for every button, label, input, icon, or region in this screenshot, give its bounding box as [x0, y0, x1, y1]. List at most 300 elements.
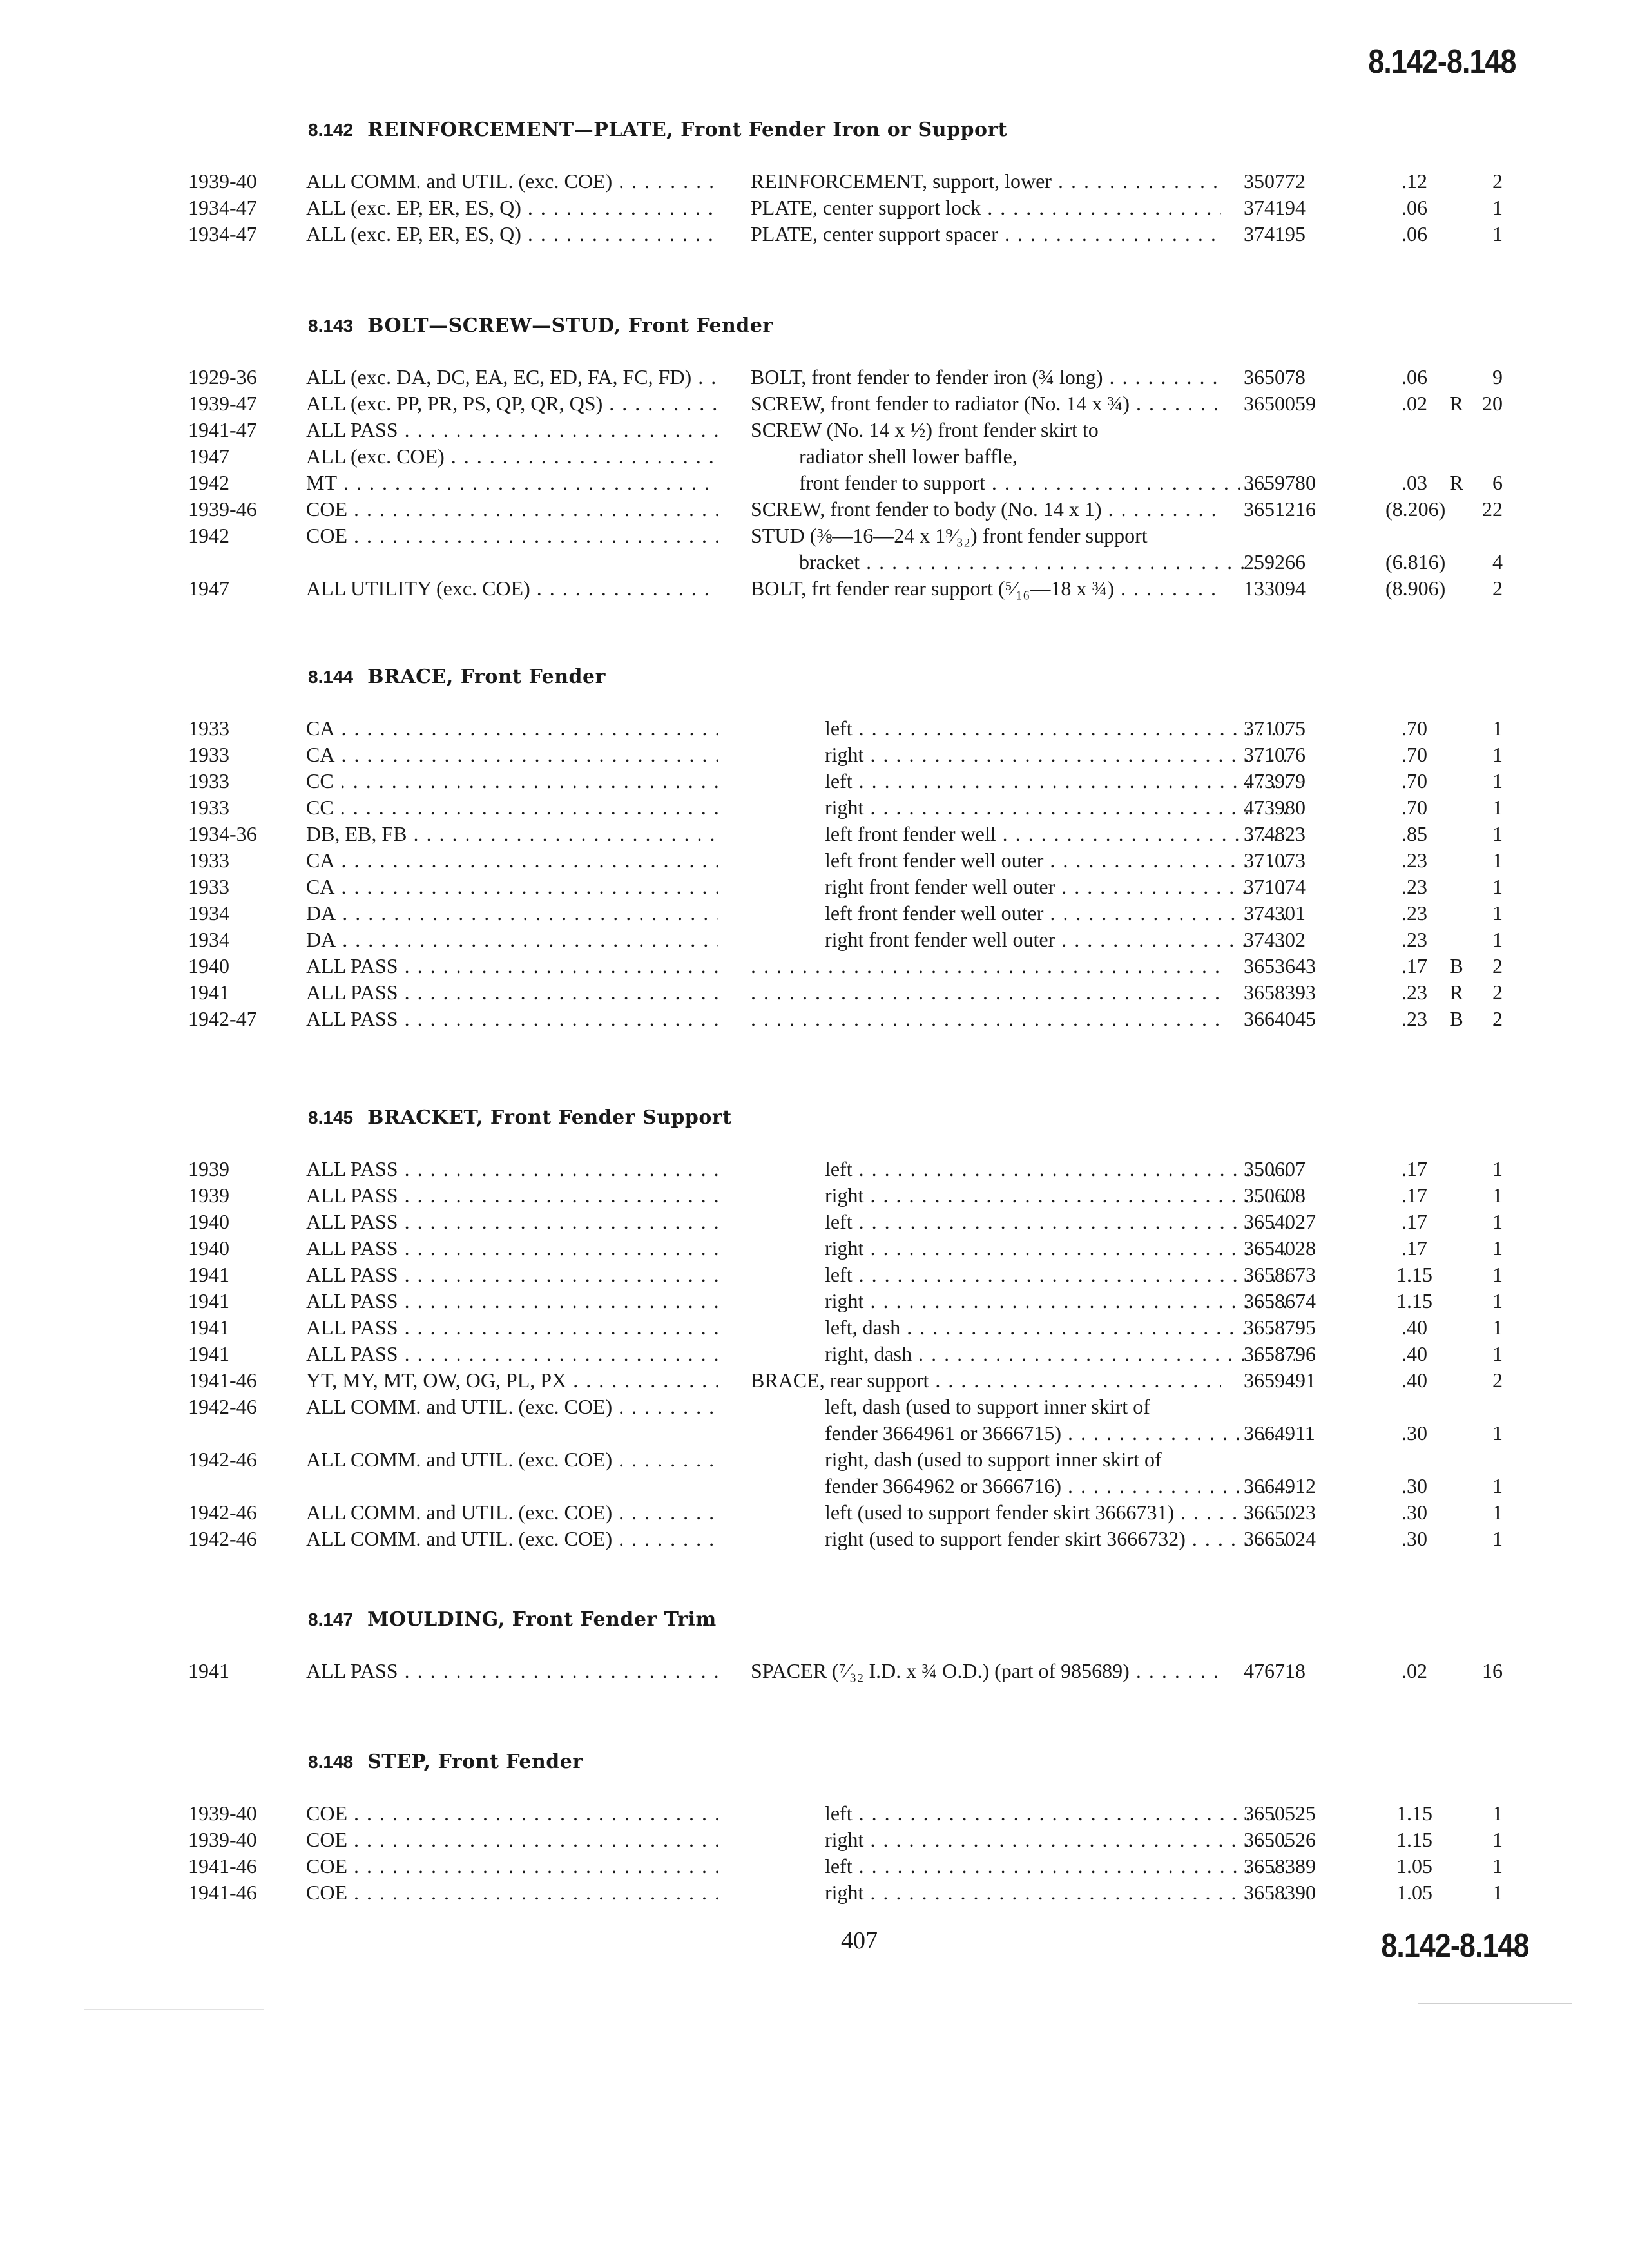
table-row: [0, 874, 1629, 900]
list-price: .03: [1402, 471, 1427, 494]
list-price: .70: [1402, 796, 1427, 819]
scan-artifact: [1418, 2003, 1572, 2004]
part-number: 350608: [1244, 1184, 1306, 1207]
table-row: [0, 1473, 1629, 1499]
list-price: .40: [1402, 1369, 1427, 1392]
model-year: 1939-47: [188, 392, 257, 415]
table-row: [0, 927, 1629, 953]
table-row: [0, 847, 1629, 874]
model-year: 1939-40: [188, 169, 257, 193]
vehicle-model: CC . . .: [306, 794, 718, 821]
quantity: 1: [1492, 1421, 1503, 1445]
quantity: 1: [1492, 1263, 1503, 1286]
quantity: 2: [1492, 1007, 1503, 1030]
list-price: (8.206): [1385, 497, 1446, 521]
quantity: 2: [1492, 1369, 1503, 1392]
list-price: .23: [1402, 875, 1427, 898]
list-price: .06: [1402, 196, 1427, 219]
part-description: REINFORCEMENT, support, lower . . .: [751, 168, 1221, 195]
vehicle-model: ALL PASS . . .: [306, 1235, 718, 1262]
list-price: .02: [1402, 392, 1427, 415]
part-number: 3653643: [1244, 954, 1316, 977]
model-year: 1947: [188, 445, 229, 468]
price-code: R: [1449, 392, 1463, 415]
model-year: 1941-46: [188, 1369, 257, 1392]
vehicle-model: ALL PASS . . .: [306, 1341, 718, 1367]
part-number: 476718: [1244, 1659, 1306, 1682]
vehicle-model: COE . . .: [306, 1800, 718, 1827]
parts-table: [0, 1658, 1629, 1684]
section-title: BOLT—SCREW—STUD, Front Fender: [367, 314, 773, 337]
part-number: 3650526: [1244, 1828, 1316, 1851]
table-row: [0, 742, 1629, 768]
model-year: 1939-40: [188, 1802, 257, 1825]
part-description: SPACER (⁷⁄₃₂ I.D. x ¾ O.D.) (part of 985689) . . .: [751, 1658, 1221, 1684]
list-price: 1.15: [1396, 1828, 1432, 1851]
vehicle-model: ALL (exc. EP, ER, ES, Q) . . .: [306, 195, 718, 221]
list-price: .70: [1402, 743, 1427, 766]
table-row: [0, 794, 1629, 821]
table-row: [0, 900, 1629, 927]
quantity: 16: [1482, 1659, 1503, 1682]
part-number: 3664045: [1244, 1007, 1316, 1030]
list-price: .17: [1402, 1157, 1427, 1180]
quantity: 1: [1492, 1157, 1503, 1180]
part-number: 374195: [1244, 222, 1306, 245]
list-price: .30: [1402, 1421, 1427, 1445]
list-price: .06: [1402, 365, 1427, 389]
part-description: [751, 1006, 1221, 1032]
part-description: fender 3664962 or 3666716) . . .: [825, 1473, 1295, 1499]
quantity: 1: [1492, 1342, 1503, 1365]
list-price: .02: [1402, 1659, 1427, 1682]
part-number: 371075: [1244, 716, 1306, 740]
part-description: left, dash (used to support inner skirt of: [825, 1395, 1150, 1418]
vehicle-model: COE . . .: [306, 1853, 718, 1879]
model-year: 1933: [188, 743, 229, 766]
part-number: 365078: [1244, 365, 1306, 389]
quantity: 1: [1492, 928, 1503, 951]
section-heading: [308, 1608, 717, 1631]
list-price: .17: [1402, 1210, 1427, 1233]
vehicle-model: ALL PASS . . .: [306, 1658, 718, 1684]
part-number: 3658393: [1244, 981, 1316, 1004]
model-year: 1933: [188, 849, 229, 872]
vehicle-model: CA . . .: [306, 874, 718, 900]
section-number: 8.145: [308, 1108, 354, 1128]
part-number: 374194: [1244, 196, 1306, 219]
part-description: left front fender well outer . . .: [825, 847, 1295, 874]
price-code: B: [1449, 1007, 1463, 1030]
table-row: [0, 1853, 1629, 1879]
part-description: BOLT, front fender to fender iron (¾ long) . . .: [751, 364, 1221, 390]
vehicle-model: COE . . .: [306, 1827, 718, 1853]
quantity: 1: [1492, 1854, 1503, 1878]
vehicle-model: ALL (exc. COE) . . .: [306, 443, 718, 470]
list-price: .40: [1402, 1316, 1427, 1339]
part-number: 371074: [1244, 875, 1306, 898]
vehicle-model: CA . . .: [306, 847, 718, 874]
list-price: 1.05: [1396, 1854, 1432, 1878]
part-number: 374301: [1244, 901, 1306, 925]
part-description: BOLT, frt fender rear support (⁵⁄₁₆—18 x ¾) . . .: [751, 575, 1221, 602]
table-row: [0, 1288, 1629, 1314]
table-row: [0, 523, 1629, 549]
part-description: left . . .: [825, 1853, 1295, 1879]
quantity: 1: [1492, 1316, 1503, 1339]
quantity: 2: [1492, 981, 1503, 1004]
list-price: (6.816): [1385, 550, 1446, 573]
vehicle-model: ALL COMM. and UTIL. (exc. COE) . . .: [306, 1526, 718, 1552]
vehicle-model: ALL UTILITY (exc. COE) . . .: [306, 575, 718, 602]
quantity: 1: [1492, 716, 1503, 740]
model-year: 1942: [188, 524, 229, 547]
section-heading: [308, 118, 1007, 142]
part-description: STUD (⅜—16—24 x 1⁹⁄₃₂) front fender support: [751, 524, 1148, 547]
part-number: 3658389: [1244, 1854, 1316, 1878]
quantity: 6: [1492, 471, 1503, 494]
model-year: 1942-46: [188, 1501, 257, 1524]
vehicle-model: CC . . .: [306, 768, 718, 794]
table-row: [0, 417, 1629, 443]
table-row: [0, 195, 1629, 221]
part-description: right . . .: [825, 1235, 1295, 1262]
model-year: 1942: [188, 471, 229, 494]
vehicle-model: ALL PASS . . .: [306, 979, 718, 1006]
quantity: 4: [1492, 550, 1503, 573]
table-row: [0, 1499, 1629, 1526]
model-year: 1933: [188, 716, 229, 740]
section-number: 8.143: [308, 316, 354, 336]
price-code: R: [1449, 981, 1463, 1004]
table-row: [0, 390, 1629, 417]
part-number: 133094: [1244, 577, 1306, 600]
table-row: [0, 1420, 1629, 1446]
parts-table: [0, 168, 1629, 247]
list-price: .70: [1402, 716, 1427, 740]
table-row: [0, 470, 1629, 496]
model-year: 1934: [188, 928, 229, 951]
part-description: right front fender well outer . . .: [825, 927, 1295, 953]
model-year: 1939-40: [188, 1828, 257, 1851]
part-description: PLATE, center support spacer . . .: [751, 221, 1221, 247]
model-year: 1939: [188, 1157, 229, 1180]
section-title: STEP, Front Fender: [367, 1751, 583, 1773]
model-year: 1940: [188, 1236, 229, 1260]
table-row: [0, 1341, 1629, 1367]
vehicle-model: ALL (exc. DA, DC, EA, EC, ED, FA, FC, FD) . . .: [306, 364, 718, 390]
list-price: .23: [1402, 901, 1427, 925]
section-title: MOULDING, Front Fender Trim: [367, 1608, 717, 1631]
model-year: 1942-47: [188, 1007, 257, 1030]
table-row: [0, 1209, 1629, 1235]
table-row: [0, 1182, 1629, 1209]
list-price: .85: [1402, 822, 1427, 845]
part-number: 259266: [1244, 550, 1306, 573]
part-number: 3658796: [1244, 1342, 1316, 1365]
part-description: PLATE, center support lock . . .: [751, 195, 1221, 221]
part-description: right . . .: [825, 1879, 1295, 1906]
section-number: 8.147: [308, 1610, 354, 1629]
table-row: [0, 168, 1629, 195]
part-description: left . . .: [825, 1262, 1295, 1288]
model-year: 1941: [188, 981, 229, 1004]
section-heading: [308, 314, 773, 338]
section-title: REINFORCEMENT—PLATE, Front Fender Iron or Support: [367, 119, 1008, 141]
parts-table: [0, 1156, 1629, 1552]
section-number: 8.142: [308, 120, 354, 140]
parts-table: [0, 364, 1629, 602]
table-row: [0, 1879, 1629, 1906]
list-price: .06: [1402, 222, 1427, 245]
vehicle-model: ALL PASS . . .: [306, 1314, 718, 1341]
part-number: 3654027: [1244, 1210, 1316, 1233]
part-description: bracket . . .: [799, 549, 1269, 575]
part-description: right (used to support fender skirt 3666732) . . .: [825, 1526, 1295, 1552]
table-row: [0, 1262, 1629, 1288]
part-number: 473980: [1244, 796, 1306, 819]
part-number: 3650525: [1244, 1802, 1316, 1825]
vehicle-model: ALL COMM. and UTIL. (exc. COE) . . .: [306, 1499, 718, 1526]
quantity: 1: [1492, 1289, 1503, 1312]
part-number: 3658673: [1244, 1263, 1316, 1286]
part-number: 371073: [1244, 849, 1306, 872]
model-year: 1941-46: [188, 1854, 257, 1878]
quantity: 1: [1492, 901, 1503, 925]
part-description: right, dash (used to support inner skirt of: [825, 1448, 1162, 1471]
part-number: 3650059: [1244, 392, 1316, 415]
list-price: 1.15: [1396, 1802, 1432, 1825]
part-number: 3664912: [1244, 1474, 1316, 1497]
vehicle-model: ALL COMM. and UTIL. (exc. COE) . . .: [306, 1394, 718, 1420]
part-description: left (used to support fender skirt 3666731) . . .: [825, 1499, 1295, 1526]
quantity: 1: [1492, 1527, 1503, 1550]
table-row: [0, 1827, 1629, 1853]
quantity: 1: [1492, 796, 1503, 819]
table-row: [0, 1156, 1629, 1182]
table-row: [0, 768, 1629, 794]
table-row: [0, 953, 1629, 979]
model-year: 1941-46: [188, 1881, 257, 1904]
scan-artifact: [84, 2009, 264, 2010]
part-number: 350772: [1244, 169, 1306, 193]
list-price: .23: [1402, 1007, 1427, 1030]
list-price: .70: [1402, 769, 1427, 793]
model-year: 1934-47: [188, 222, 257, 245]
quantity: 1: [1492, 1210, 1503, 1233]
part-description: left . . .: [825, 768, 1295, 794]
list-price: .23: [1402, 928, 1427, 951]
price-code: R: [1449, 471, 1463, 494]
part-description: right . . .: [825, 1288, 1295, 1314]
part-number: 3659491: [1244, 1369, 1316, 1392]
table-row: [0, 1526, 1629, 1552]
part-description: [751, 979, 1221, 1006]
vehicle-model: ALL PASS . . .: [306, 953, 718, 979]
list-price: .17: [1402, 1184, 1427, 1207]
part-description: left . . .: [825, 715, 1295, 742]
section-heading: [308, 1750, 583, 1774]
model-year: 1947: [188, 577, 229, 600]
quantity: 1: [1492, 222, 1503, 245]
model-year: 1941: [188, 1342, 229, 1365]
vehicle-model: DA . . .: [306, 900, 718, 927]
vehicle-model: DB, EB, FB . . .: [306, 821, 718, 847]
list-price: .23: [1402, 849, 1427, 872]
vehicle-model: COE . . .: [306, 496, 718, 523]
part-description: left front fender well . . .: [825, 821, 1295, 847]
model-year: 1933: [188, 875, 229, 898]
list-price: 1.15: [1396, 1289, 1432, 1312]
table-row: [0, 221, 1629, 247]
list-price: .23: [1402, 981, 1427, 1004]
vehicle-model: ALL COMM. and UTIL. (exc. COE) . . .: [306, 168, 718, 195]
model-year: 1934: [188, 901, 229, 925]
quantity: 1: [1492, 1802, 1503, 1825]
vehicle-model: YT, MY, MT, OW, OG, PL, PX . . .: [306, 1367, 718, 1394]
part-description: right . . .: [825, 1827, 1295, 1853]
part-number: 371076: [1244, 743, 1306, 766]
section-range-header: 8.142-8.148: [1368, 43, 1516, 81]
model-year: 1942-46: [188, 1448, 257, 1471]
quantity: 1: [1492, 1881, 1503, 1904]
vehicle-model: DA . . .: [306, 927, 718, 953]
table-row: [0, 575, 1629, 602]
quantity: 1: [1492, 1474, 1503, 1497]
vehicle-model: ALL PASS . . .: [306, 1156, 718, 1182]
list-price: .17: [1402, 954, 1427, 977]
section-heading: [308, 665, 606, 689]
vehicle-model: ALL (exc. EP, ER, ES, Q) . . .: [306, 221, 718, 247]
quantity: 1: [1492, 849, 1503, 872]
quantity: 1: [1492, 875, 1503, 898]
part-description: front fender to support . . .: [799, 470, 1269, 496]
part-description: left . . .: [825, 1209, 1295, 1235]
list-price: 1.05: [1396, 1881, 1432, 1904]
model-year: 1929-36: [188, 365, 257, 389]
quantity: 2: [1492, 954, 1503, 977]
quantity: 20: [1482, 392, 1503, 415]
vehicle-model: ALL COMM. and UTIL. (exc. COE) . . .: [306, 1446, 718, 1473]
quantity: 2: [1492, 169, 1503, 193]
part-description: [751, 953, 1221, 979]
vehicle-model: COE . . .: [306, 523, 718, 549]
list-price: (8.906): [1385, 577, 1446, 600]
section-title: BRACKET, Front Fender Support: [367, 1106, 732, 1129]
model-year: 1933: [188, 796, 229, 819]
part-description: SCREW (No. 14 x ½) front fender skirt to: [751, 418, 1099, 441]
table-row: [0, 1446, 1629, 1473]
quantity: 1: [1492, 743, 1503, 766]
quantity: 1: [1492, 1236, 1503, 1260]
part-description: radiator shell lower baffle,: [799, 445, 1017, 468]
list-price: 1.15: [1396, 1263, 1432, 1286]
table-row: [0, 1367, 1629, 1394]
table-row: [0, 443, 1629, 470]
section-heading: [308, 1106, 732, 1129]
table-row: [0, 715, 1629, 742]
vehicle-model: ALL PASS . . .: [306, 417, 718, 443]
part-number: 350607: [1244, 1157, 1306, 1180]
table-row: [0, 821, 1629, 847]
model-year: 1940: [188, 954, 229, 977]
part-number: 374823: [1244, 822, 1306, 845]
part-description: SCREW, front fender to body (No. 14 x 1) . . .: [751, 496, 1221, 523]
part-number: 3659780: [1244, 471, 1316, 494]
part-description: left front fender well outer . . .: [825, 900, 1295, 927]
table-row: [0, 364, 1629, 390]
quantity: 1: [1492, 196, 1503, 219]
list-price: .12: [1402, 169, 1427, 193]
table-row: [0, 1800, 1629, 1827]
section-number: 8.148: [308, 1752, 354, 1772]
vehicle-model: ALL PASS . . .: [306, 1209, 718, 1235]
vehicle-model: CA . . .: [306, 742, 718, 768]
part-description: right . . .: [825, 794, 1295, 821]
vehicle-model: ALL PASS . . .: [306, 1262, 718, 1288]
part-description: left . . .: [825, 1156, 1295, 1182]
table-row: [0, 496, 1629, 523]
quantity: 1: [1492, 822, 1503, 845]
part-number: 3664911: [1244, 1421, 1315, 1445]
model-year: 1941: [188, 1659, 229, 1682]
table-row: [0, 1314, 1629, 1341]
part-number: 3651216: [1244, 497, 1316, 521]
vehicle-model: ALL PASS . . .: [306, 1288, 718, 1314]
model-year: 1942-46: [188, 1527, 257, 1550]
vehicle-model: ALL PASS . . .: [306, 1182, 718, 1209]
part-description: right, dash . . .: [825, 1341, 1295, 1367]
part-description: left, dash . . .: [825, 1314, 1295, 1341]
quantity: 9: [1492, 365, 1503, 389]
model-year: 1941: [188, 1316, 229, 1339]
list-price: .17: [1402, 1236, 1427, 1260]
table-row: [0, 549, 1629, 575]
list-price: .30: [1402, 1527, 1427, 1550]
part-number: 3654028: [1244, 1236, 1316, 1260]
model-year: 1942-46: [188, 1395, 257, 1418]
part-description: right . . .: [825, 1182, 1295, 1209]
quantity: 1: [1492, 1828, 1503, 1851]
model-year: 1939-46: [188, 497, 257, 521]
part-number: 374302: [1244, 928, 1306, 951]
quantity: 2: [1492, 577, 1503, 600]
part-description: right . . .: [825, 742, 1295, 768]
vehicle-model: CA . . .: [306, 715, 718, 742]
model-year: 1933: [188, 769, 229, 793]
part-number: 3665023: [1244, 1501, 1316, 1524]
model-year: 1941: [188, 1263, 229, 1286]
part-description: left . . .: [825, 1800, 1295, 1827]
section-number: 8.144: [308, 667, 354, 687]
model-year: 1941-47: [188, 418, 257, 441]
part-number: 3665024: [1244, 1527, 1316, 1550]
parts-table: [0, 1800, 1629, 1906]
section-range-footer: 8.142-8.148: [1381, 1927, 1529, 1965]
section-title: BRACE, Front Fender: [367, 666, 606, 688]
part-description: fender 3664961 or 3666715) . . .: [825, 1420, 1295, 1446]
vehicle-model: ALL PASS . . .: [306, 1006, 718, 1032]
part-number: 3658674: [1244, 1289, 1316, 1312]
list-price: .30: [1402, 1501, 1427, 1524]
list-price: .40: [1402, 1342, 1427, 1365]
table-row: [0, 979, 1629, 1006]
table-row: [0, 1658, 1629, 1684]
page-number: 407: [841, 1927, 878, 1954]
list-price: .30: [1402, 1474, 1427, 1497]
table-row: [0, 1394, 1629, 1420]
model-year: 1940: [188, 1210, 229, 1233]
